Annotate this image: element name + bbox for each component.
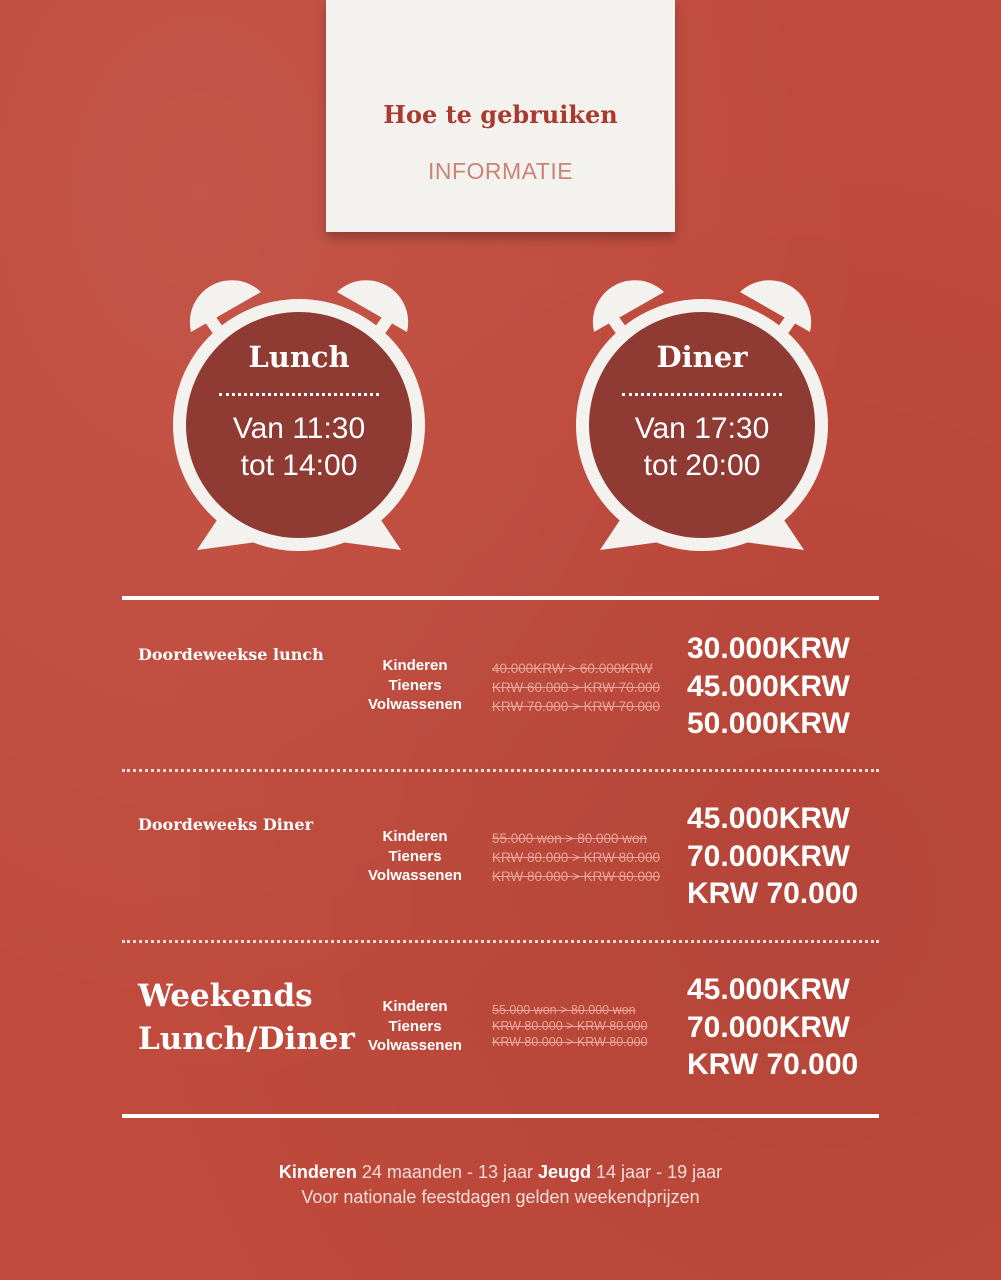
row-divider — [122, 940, 879, 943]
new-price: KRW 70.000 — [687, 877, 859, 910]
new-price: KRW 70.000 — [687, 1048, 859, 1081]
youth-label: Jeugd — [538, 1162, 592, 1182]
new-price: 45.000KRW — [687, 669, 850, 703]
old-price: KRW 80.000 > KRW 80.000 — [492, 1035, 648, 1049]
group-label: Kinderen — [382, 828, 448, 845]
kids-range: 24 maanden - 13 jaar — [356, 1162, 539, 1182]
old-prices — [492, 659, 660, 716]
group-label: Kinderen — [382, 657, 448, 674]
old-price: 55.000 won > 80.000 won — [492, 1003, 636, 1017]
old-price: KRW 80.000 > KRW 80.000 — [492, 1019, 648, 1033]
group-label: Volwassenen — [368, 1037, 462, 1054]
old-price: 40.000KRW > 60.000KRW — [492, 661, 653, 676]
holiday-note: Voor nationale feestdagen gelden weekendprijzen — [301, 1187, 700, 1207]
table-bottom-rule — [122, 1114, 879, 1118]
divider — [219, 393, 379, 396]
old-price: KRW 60.000 > KRW 70.000 — [492, 680, 660, 695]
group-label: Tieners — [388, 676, 442, 694]
divider — [622, 393, 782, 396]
old-prices — [492, 829, 660, 886]
lunch-hours-from: Van 11:30 — [232, 412, 366, 445]
group-label: Tieners — [388, 847, 442, 865]
dinner-clock — [572, 280, 832, 555]
row-title: Doordeweekse lunch — [138, 645, 324, 664]
old-price: KRW 80.000 > KRW 80.000 — [492, 869, 660, 884]
new-prices — [687, 800, 858, 913]
group-label: Kinderen — [382, 998, 448, 1015]
dinner-hours-from: Van 17:30 — [634, 412, 770, 445]
page-title: Hoe te gebruiken — [383, 100, 618, 129]
new-price: 45.000KRW — [687, 973, 850, 1006]
new-price: 45.000KRW — [687, 802, 850, 835]
new-price: 30.000KRW — [687, 632, 850, 665]
dinner-hours — [572, 410, 832, 484]
old-price: KRW 70.000 > KRW 70.000 — [492, 699, 660, 714]
new-price: 70.000KRW — [687, 839, 850, 873]
age-groups — [355, 656, 475, 715]
age-groups — [355, 997, 475, 1056]
age-groups — [355, 827, 475, 886]
lunch-clock-title: Lunch — [248, 340, 350, 374]
footer-note — [0, 1160, 1001, 1210]
youth-range: 14 jaar - 19 jaar — [591, 1162, 723, 1182]
row-title: Doordeweeks Diner — [138, 815, 314, 834]
new-price: 50.000KRW — [687, 707, 850, 740]
new-prices — [687, 630, 850, 743]
new-prices — [687, 971, 858, 1084]
age-definitions — [0, 1160, 1001, 1185]
lunch-hours — [169, 410, 429, 484]
old-price: 55.000 won > 80.000 won — [492, 831, 647, 846]
table-top-rule — [122, 596, 879, 600]
row-title-line: Weekends — [138, 978, 313, 1014]
dinner-hours-to: tot 20:00 — [643, 449, 761, 482]
row-title-line: Lunch/Diner — [138, 1021, 355, 1057]
lunch-clock — [169, 280, 429, 555]
row-divider — [122, 769, 879, 772]
group-label: Volwassenen — [368, 867, 462, 884]
kids-label: Kinderen — [278, 1162, 357, 1182]
lunch-hours-to: tot 14:00 — [240, 449, 358, 482]
group-label: Tieners — [388, 1017, 442, 1035]
group-label: Volwassenen — [368, 696, 462, 713]
row-title — [138, 975, 355, 1061]
new-price: 70.000KRW — [687, 1010, 850, 1044]
info-card — [326, 0, 675, 232]
dinner-clock-title: Diner — [656, 340, 748, 374]
page-subtitle: INFORMATIE — [427, 158, 574, 184]
old-price: KRW 80.000 > KRW 80.000 — [492, 850, 660, 865]
old-prices — [492, 1002, 648, 1050]
